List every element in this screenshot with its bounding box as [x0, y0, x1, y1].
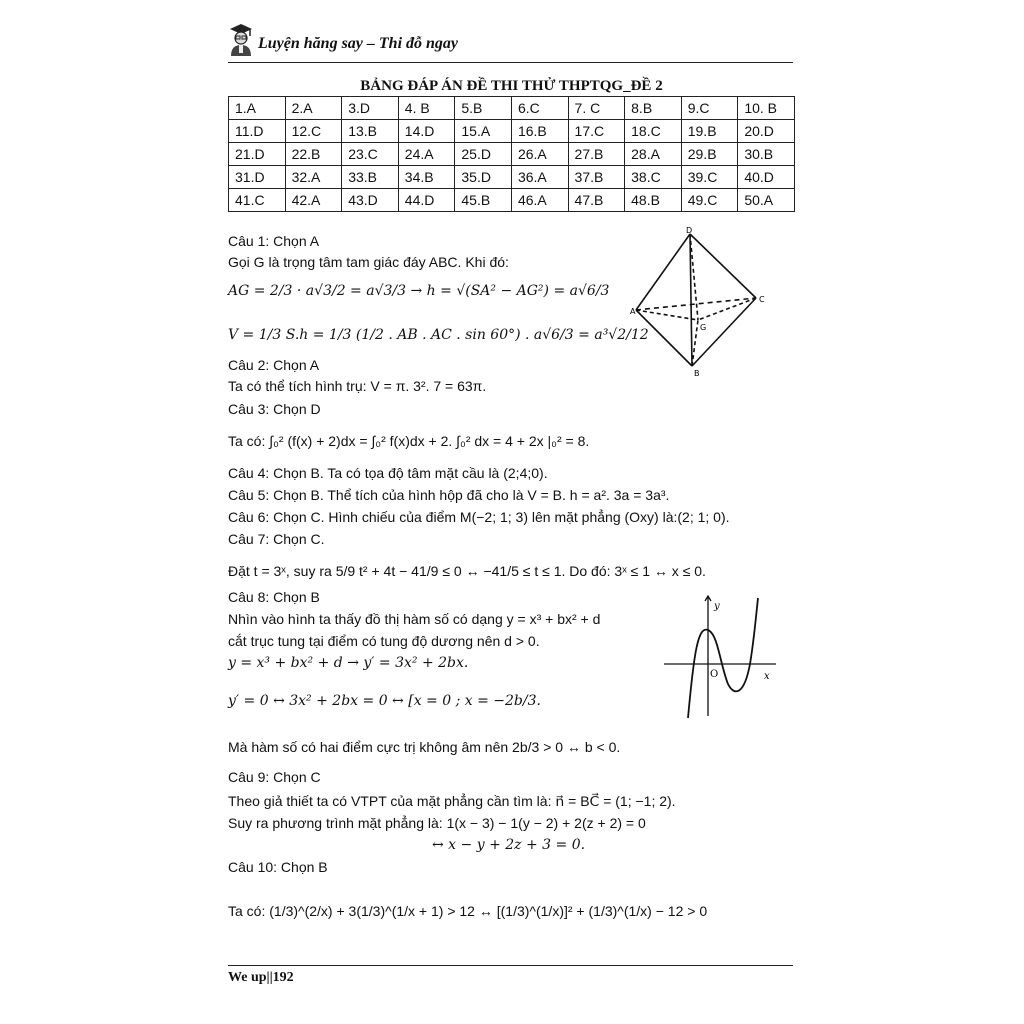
q1-text: Gọi G là trọng tâm tam giác đáy ABC. Khi đó:: [228, 254, 509, 270]
q9-text2: Suy ra phương trình mặt phẳng là: 1(x − 3) − 1(y − 2) + 2(z + 2) = 0: [228, 815, 646, 831]
answer-cell: 40.D: [738, 166, 795, 189]
q10-text: Ta có: (1/3)^(2/x) + 3(1/3)^(1/x + 1) > 12 ↔ [(1/3)^(1/x)]² + (1/3)^(1/x) − 12 > 0: [228, 903, 708, 919]
q4-text: Câu 4: Chọn B. Ta có tọa độ tâm mặt cầu là (2;4;0).: [228, 465, 548, 481]
tetrahedron-figure: [630, 226, 770, 378]
answer-cell: 49.C: [681, 189, 738, 212]
page-header: [228, 18, 793, 63]
label-c: C: [759, 295, 765, 304]
header-title: Luyện hăng say – Thi đỗ ngay: [258, 35, 459, 52]
answer-cell: 13.B: [342, 120, 399, 143]
q5-text: Câu 5: Chọn B. Thể tích của hình hộp đã cho là V = B. h = a². 3a = 3a³.: [228, 487, 670, 503]
answer-table-title: BẢNG ĐÁP ÁN ĐỀ THI THỬ THPTQG_ĐỀ 2: [360, 78, 663, 94]
answer-cell: 6.C: [511, 97, 568, 120]
answer-row: [229, 189, 795, 212]
answer-cell: 42.A: [285, 189, 342, 212]
q3-title: Câu 3: Chọn D: [228, 401, 321, 417]
graduate-avatar-icon: [228, 22, 254, 56]
answer-row: [229, 97, 795, 120]
page-footer: We up||192: [228, 970, 294, 985]
answer-cell: 18.C: [625, 120, 682, 143]
answer-cell: 1.A: [229, 97, 286, 120]
answer-cell: 15.A: [455, 120, 512, 143]
answer-cell: 5.B: [455, 97, 512, 120]
answer-cell: 17.C: [568, 120, 625, 143]
q9-text3: ↔ x − y + 2z + 3 = 0.: [432, 837, 586, 853]
q8-title: Câu 8: Chọn B: [228, 589, 320, 605]
answer-cell: 33.B: [342, 166, 399, 189]
label-x: x: [764, 671, 770, 682]
answer-cell: 39.C: [681, 166, 738, 189]
answer-cell: 21.D: [229, 143, 286, 166]
answer-cell: 45.B: [455, 189, 512, 212]
answer-cell: 36.A: [511, 166, 568, 189]
answer-cell: 30.B: [738, 143, 795, 166]
answer-cell: 9.C: [681, 97, 738, 120]
answer-cell: 4. B: [398, 97, 455, 120]
q2-title: Câu 2: Chọn A: [228, 357, 320, 373]
answer-cell: 24.A: [398, 143, 455, 166]
answer-cell: 44.D: [398, 189, 455, 212]
q1-eq1: AG = 2/3 · a√3/2 = a√3/3 → h = √(SA² − AG²) = a√6/3: [228, 283, 610, 299]
q1-title: Câu 1: Chọn A: [228, 233, 320, 249]
label-d: D: [686, 226, 693, 235]
answer-cell: 41.C: [229, 189, 286, 212]
label-y: y: [714, 601, 720, 612]
answer-cell: 22.B: [285, 143, 342, 166]
footer-divider: [228, 965, 793, 966]
answer-row: [229, 143, 795, 166]
q9-text1: Theo giả thiết ta có VTPT của mặt phẳng cần tìm là: n⃗ = BC⃗ = (1; −1; 2).: [228, 793, 676, 809]
answer-cell: 50.A: [738, 189, 795, 212]
answer-cell: 43.D: [342, 189, 399, 212]
q10-title: Câu 10: Chọn B: [228, 859, 328, 875]
q8-text3: Mà hàm số có hai điểm cực trị không âm nên 2b/3 > 0 ↔ b < 0.: [228, 739, 621, 755]
q2-text: Ta có thể tích hình trụ: V = π. 3². 7 = 63π.: [228, 378, 487, 394]
answer-cell: 14.D: [398, 120, 455, 143]
label-a: A: [630, 307, 636, 316]
answer-cell: 12.C: [285, 120, 342, 143]
answer-row: [229, 120, 795, 143]
answer-cell: 32.A: [285, 166, 342, 189]
answer-cell: 47.B: [568, 189, 625, 212]
q6-text: Câu 6: Chọn C. Hình chiếu của điểm M(−2; 1; 3) lên mặt phẳng (Oxy) là:(2; 1; 0).: [228, 509, 730, 525]
answer-cell: 19.B: [681, 120, 738, 143]
q8-eq2: y′ = 0 ↔ 3x² + 2bx = 0 ↔ [x = 0 ; x = −2b/3.: [228, 693, 541, 709]
answer-table: [228, 96, 795, 212]
q7-title: Câu 7: Chọn C.: [228, 531, 325, 547]
answer-cell: 26.A: [511, 143, 568, 166]
answer-cell: 8.B: [625, 97, 682, 120]
answer-cell: 34.B: [398, 166, 455, 189]
answer-cell: 31.D: [229, 166, 286, 189]
q8-eq1: y = x³ + bx² + d → y′ = 3x² + 2bx.: [228, 655, 469, 671]
answer-cell: 2.A: [285, 97, 342, 120]
answer-cell: 29.B: [681, 143, 738, 166]
cubic-graph-figure: [660, 592, 778, 720]
answer-cell: 23.C: [342, 143, 399, 166]
q9-title: Câu 9: Chọn C: [228, 769, 321, 785]
q8-text2: cắt trục tung tại điểm có tung độ dương nên d > 0.: [228, 633, 540, 649]
answer-cell: 35.D: [455, 166, 512, 189]
label-o: O: [710, 669, 719, 680]
label-b: B: [694, 369, 700, 378]
answer-cell: 48.B: [625, 189, 682, 212]
answer-cell: 37.B: [568, 166, 625, 189]
answer-cell: 27.B: [568, 143, 625, 166]
answer-cell: 11.D: [229, 120, 286, 143]
answer-cell: 10. B: [738, 97, 795, 120]
answer-cell: 46.A: [511, 189, 568, 212]
answer-cell: 3.D: [342, 97, 399, 120]
q3-text: Ta có: ∫₀² (f(x) + 2)dx = ∫₀² f(x)dx + 2. ∫₀² dx = 4 + 2x |₀² = 8.: [228, 433, 590, 449]
label-g: G: [700, 323, 707, 332]
q1-eq2: V = 1/3 S.h = 1/3 (1/2 . AB . AC . sin 60°) . a√6/3 = a³√2/12: [228, 327, 649, 343]
q8-text1: Nhìn vào hình ta thấy đồ thị hàm số có dạng y = x³ + bx² + d: [228, 611, 601, 627]
answer-cell: 38.C: [625, 166, 682, 189]
answer-cell: 28.A: [625, 143, 682, 166]
answer-row: [229, 166, 795, 189]
answer-cell: 25.D: [455, 143, 512, 166]
answer-cell: 7. C: [568, 97, 625, 120]
answer-cell: 20.D: [738, 120, 795, 143]
q7-text: Đặt t = 3ˣ, suy ra 5/9 t² + 4t − 41/9 ≤ 0 ↔ −41/5 ≤ t ≤ 1. Do đó: 3ˣ ≤ 1 ↔ x ≤ 0.: [228, 563, 706, 579]
answer-cell: 16.B: [511, 120, 568, 143]
